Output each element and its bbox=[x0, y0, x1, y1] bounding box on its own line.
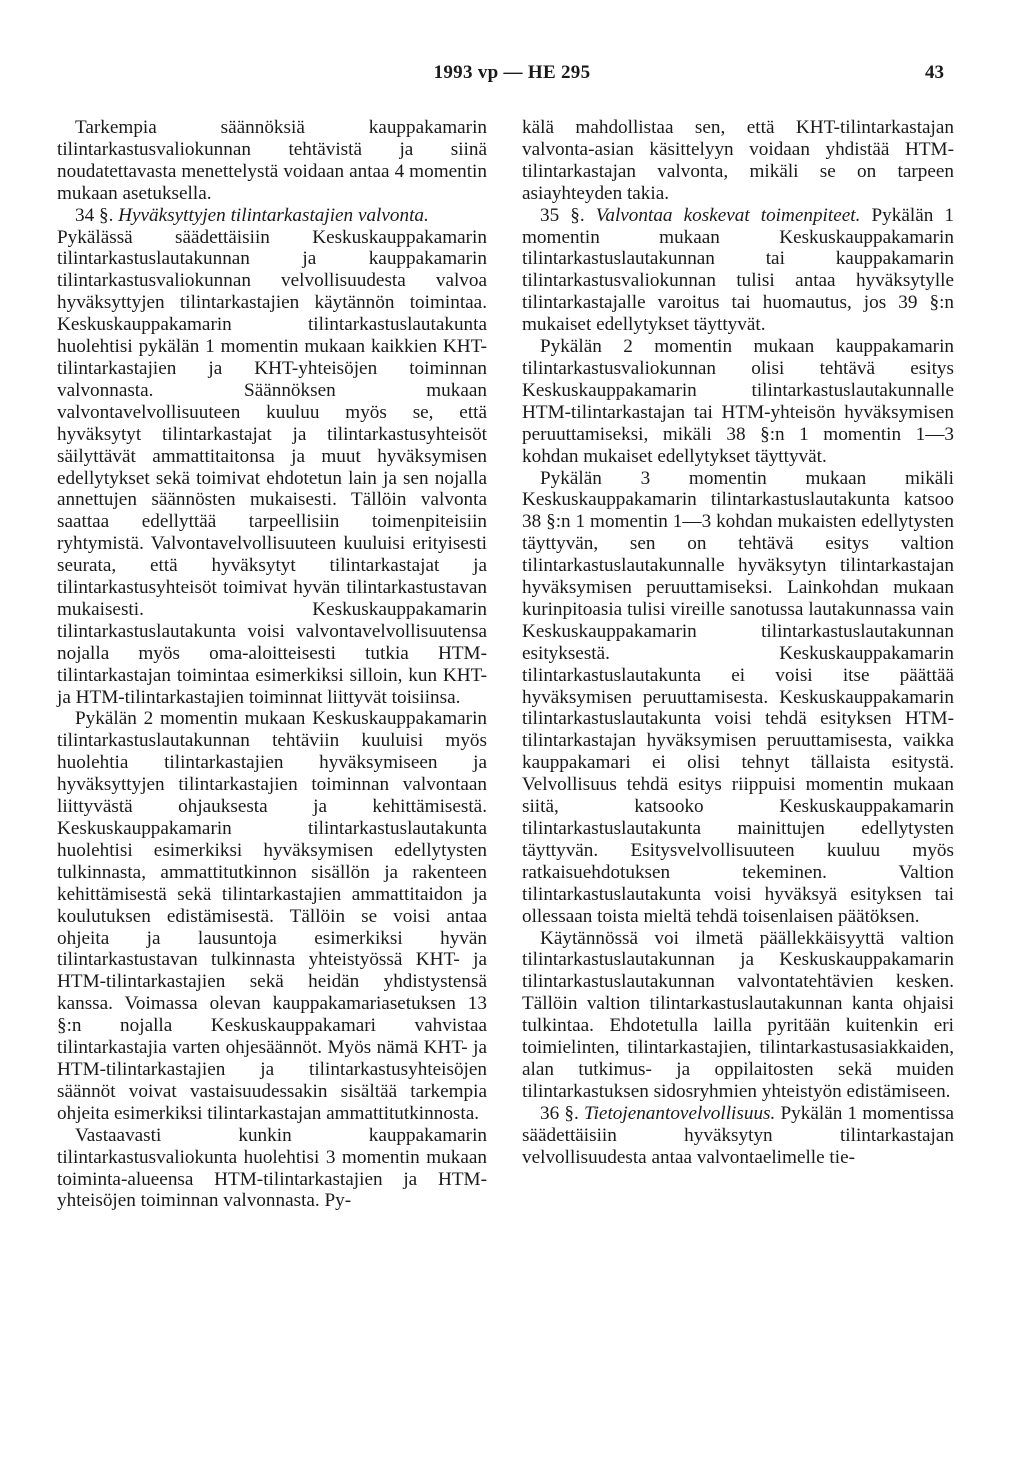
page-header bbox=[0, 62, 1024, 90]
right-column bbox=[522, 117, 954, 1169]
section-title: Hyväksyttyjen tilintarkastajien valvonta. bbox=[118, 204, 429, 226]
document-title: 1993 vp — HE 295 bbox=[433, 62, 591, 83]
section-35 bbox=[522, 205, 954, 336]
page-number: 43 bbox=[925, 62, 944, 83]
paragraph: Pykälässä säädettäisiin Keskuskauppakamarin tilintarkastuslautakunnan ja kauppakamarin tilintarkastusvaliokunnan velvollisuudesta valvoa hyväksyttyjen tilintarkastajien käytännön toimintaa. Keskuskauppakamarin tilintarkastuslautakunta huolehtisi pykälän 1 momentin mukaan kaikkien KHT-tilintarkastajien ja KHT-yhteisöjen toiminnan valvonnasta. Säännöksen mukaan valvontavelvollisuuteen kuuluu myös se, että hyväksytyt tilintarkastajat ja tilintarkastusyhteisöt säilyttävät ammattitaitonsa ja muut hyväksymisen edellytykset sekä toimivat ehdotetun lain ja sen nojalla annettujen säännösten mukaisesti. Tällöin valvonta saattaa edellyttää tarpeellisiin toimenpiteisiin ryhtymistä. Valvontavelvollisuuteen kuuluisi erityisesti seurata, että hyväksytyt tilintarkastajat ja tilintarkastusyhteisöt toimivat hyvän tilintarkastustavan mukaisesti. Keskuskauppakamarin tilintarkastuslautakunta voisi valvontavelvollisuutensa nojalla myös oma-aloitteisesti tutkia HTM-tilintarkastajan toimintaa esimerkiksi silloin, kun KHT- ja HTM-tilintarkastajien toiminnat liittyvät toisiinsa. bbox=[57, 226, 487, 708]
paragraph: Vastaavasti kunkin kauppakamarin tilintarkastusvaliokunta huolehtisi 3 momentin mukaan toiminta-alueensa HTM-tilintarkastajien ja HTM-yhteisöjen toiminnan valvonnasta. Py- bbox=[57, 1124, 487, 1212]
section-title: Tietojenantovelvollisuus. bbox=[583, 1102, 776, 1124]
section-body: Pykälän 1 momentin mukaan Keskuskauppakamarin tilintarkastuslautakunnan tai kauppakamarin tilintarkastusvaliokunnan tulisi antaa hyväksytylle tilintarkastajalle varoitus tai huomautus, jos 39 §:n mukaiset edellytykset täyttyvät. bbox=[522, 204, 954, 336]
paragraph: kälä mahdollistaa sen, että KHT-tilintarkastajan valvonta-asian käsittelyyn voidaan yhdistää HTM-tilintarkastajan valvonta, mikäli se on tarpeen asiayhteyden takia. bbox=[522, 117, 954, 204]
paragraph: Pykälän 3 momentin mukaan mikäli Keskuskauppakamarin tilintarkastuslautakunta katsoo 38 §:n 1 momentin 1—3 kohdan mukaisten edellytysten täyttyvän, sen on tehtävä esitys valtion tilintarkastuslautakunnalle hyväksytyn tilintarkastajan hyväksymisen peruuttamiseksi. Lainkohdan mukaan kurinpitoasia tulisi vireille sanotussa lautakunnassa vain Keskuskauppakamarin tilintarkastuslautakunnan esityksestä. Keskuskauppakamarin tilintarkastuslautakunta ei voisi itse päättää hyväksymisen peruuttamisesta. Keskuskauppakamarin tilintarkastuslautakunta voisi tehdä esityksen HTM-tilintarkastajan hyväksymisen peruuttamisesta, vaikka kauppakamari ei olisi tehnyt tällaista esitystä. Velvollisuus tehdä esitys riippuisi momentin mukaan siitä, katsooko Keskuskauppakamarin tilintarkastuslautakunta mainittujen edellytysten täyttyvän. Esitysvelvollisuuteen kuuluu myös ratkaisuehdotuksen tekeminen. Valtion tilintarkastuslautakunta voisi hyväksyä esityksen tai ollessaan toista mieltä tehdä toisenlaisen päätöksen. bbox=[522, 467, 954, 927]
section-number: 35 §. bbox=[540, 204, 585, 226]
section-title: Valvontaa koskevat toimenpiteet. bbox=[595, 204, 861, 226]
left-column bbox=[57, 117, 487, 1212]
paragraph: Tarkempia säännöksiä kauppakamarin tilintarkastusvaliokunnan tehtävistä ja siinä noudatettavasta menettelystä voidaan antaa 4 momentin mukaan asetuksella. bbox=[57, 117, 487, 204]
section-36 bbox=[522, 1103, 954, 1169]
section-body: Pykälän 1 momentissa säädettäisiin hyväksytyn tilintarkastajan velvollisuudesta antaa valvontaelimelle tie- bbox=[522, 1102, 954, 1168]
section-number: 36 §. bbox=[540, 1102, 579, 1124]
section-number: 34 §. bbox=[75, 204, 114, 226]
paragraph: Pykälän 2 momentin mukaan Keskuskauppakamarin tilintarkastuslautakunnan tehtäviin kuuluisi myös huolehtia tilintarkastajien hyväksymiseen ja hyväksyttyjen tilintarkastajien toiminnan valvontaan liittyvästä ohjauksesta ja kehittämisestä. Keskuskauppakamarin tilintarkastuslautakunta huolehtisi esimerkiksi hyväksymisen edellytysten tulkinnasta, ammattitutkinnon sisällön ja rakenteen kehittämisestä sekä tilintarkastajien ammattitaidon ja koulutuksen edistämisestä. Tällöin se voisi antaa ohjeita ja lausuntoja esimerkiksi hyvän tilintarkastustavan tulkinnasta yhteistyössä KHT- ja HTM-tilintarkastajien sekä heidän yhdistystensä kanssa. Voimassa olevan kauppakamariasetuksen 13 §:n nojalla Keskuskauppakamari vahvistaa tilintarkastajia varten ohjesäännöt. Myös nämä KHT- ja HTM-tilintarkastajien ja tilintarkastusyhteisöjen säännöt voivat vastaisuudessakin sisältää tarkempia ohjeita esimerkiksi tilintarkastajan ammattitutkinnosta. bbox=[57, 708, 487, 1124]
paragraph: Käytännössä voi ilmetä päällekkäisyyttä valtion tilintarkastuslautakunnan ja Keskuskauppakamarin tilintarkastuslautakunnan valvontatehtävien kesken. Tällöin valtion tilintarkastuslautakunnan kanta ohjaisi tulkintaa. Ehdotetulla lailla pyritään kuitenkin eri toimielinten, tilintarkastajien, tilintarkastusasiakkaiden, alan tutkimus- ja oppilaitosten sekä muiden tilintarkastuksen sidosryhmien yhteistyön edistämiseen. bbox=[522, 927, 954, 1102]
paragraph: Pykälän 2 momentin mukaan kauppakamarin tilintarkastusvaliokunnan olisi tehtävä esitys Keskuskauppakamarin tilintarkastuslautakunnalle HTM-tilintarkastajan tai HTM-yhteisön hyväksymisen peruuttamiseksi, mikäli 38 §:n 1 momentin 1—3 kohdan mukaiset edellytykset täyttyvät. bbox=[522, 336, 954, 467]
section-34 bbox=[57, 205, 487, 227]
